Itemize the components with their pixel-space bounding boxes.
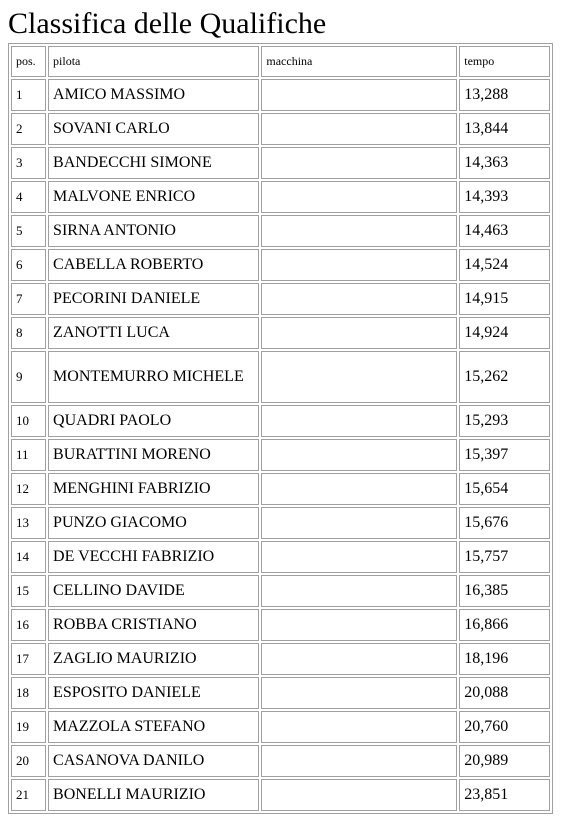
pilota-cell: CABELLA ROBERTO (48, 249, 259, 281)
pos-cell: 6 (11, 249, 46, 281)
tempo-cell: 13,844 (459, 113, 550, 145)
tempo-cell: 23,851 (459, 779, 550, 811)
table-row (11, 79, 550, 111)
table-row (11, 317, 550, 349)
tempo-cell: 14,524 (459, 249, 550, 281)
table-row (11, 541, 550, 573)
macchina-cell (261, 181, 457, 213)
table-row (11, 147, 550, 179)
pilota-cell: ZAGLIO MAURIZIO (48, 643, 259, 675)
pos-cell: 11 (11, 439, 46, 471)
table-row (11, 643, 550, 675)
table-row (11, 473, 550, 505)
macchina-cell (261, 147, 457, 179)
macchina-cell (261, 317, 457, 349)
tempo-cell: 15,676 (459, 507, 550, 539)
pilota-cell: BURATTINI MORENO (48, 439, 259, 471)
table-row (11, 439, 550, 471)
macchina-cell (261, 351, 457, 403)
table-row (11, 575, 550, 607)
pilota-cell: MONTEMURRO MICHELE (48, 351, 259, 403)
pilota-cell: MAZZOLA STEFANO (48, 711, 259, 743)
macchina-cell (261, 215, 457, 247)
pos-cell: 4 (11, 181, 46, 213)
tempo-cell: 14,363 (459, 147, 550, 179)
macchina-cell (261, 575, 457, 607)
table-row (11, 507, 550, 539)
table-row (11, 113, 550, 145)
pos-cell: 14 (11, 541, 46, 573)
tempo-cell: 14,393 (459, 181, 550, 213)
table-body (11, 79, 550, 811)
table-row (11, 283, 550, 315)
tempo-cell: 16,385 (459, 575, 550, 607)
tempo-cell: 20,088 (459, 677, 550, 709)
macchina-cell (261, 79, 457, 111)
tempo-cell: 15,397 (459, 439, 550, 471)
pilota-cell: CASANOVA DANILO (48, 745, 259, 777)
pilota-cell: AMICO MASSIMO (48, 79, 259, 111)
header-tempo: tempo (459, 46, 550, 77)
header-pos: pos. (11, 46, 46, 77)
tempo-cell: 18,196 (459, 643, 550, 675)
macchina-cell (261, 541, 457, 573)
macchina-cell (261, 677, 457, 709)
table-header-row (11, 46, 550, 77)
qualifying-table (8, 43, 553, 814)
header-pilota: pilota (48, 46, 259, 77)
pos-cell: 15 (11, 575, 46, 607)
tempo-cell: 15,262 (459, 351, 550, 403)
pos-cell: 3 (11, 147, 46, 179)
table-row (11, 609, 550, 641)
table-row (11, 745, 550, 777)
pilota-cell: PECORINI DANIELE (48, 283, 259, 315)
tempo-cell: 13,288 (459, 79, 550, 111)
pilota-cell: MALVONE ENRICO (48, 181, 259, 213)
macchina-cell (261, 507, 457, 539)
pilota-cell: CELLINO DAVIDE (48, 575, 259, 607)
header-macchina: macchina (261, 46, 457, 77)
pos-cell: 18 (11, 677, 46, 709)
macchina-cell (261, 113, 457, 145)
table-row (11, 779, 550, 811)
pos-cell: 5 (11, 215, 46, 247)
macchina-cell (261, 711, 457, 743)
pilota-cell: PUNZO GIACOMO (48, 507, 259, 539)
pilota-cell: ESPOSITO DANIELE (48, 677, 259, 709)
macchina-cell (261, 745, 457, 777)
pilota-cell: ZANOTTI LUCA (48, 317, 259, 349)
table-row (11, 249, 550, 281)
macchina-cell (261, 643, 457, 675)
pos-cell: 16 (11, 609, 46, 641)
pos-cell: 12 (11, 473, 46, 505)
pilota-cell: DE VECCHI FABRIZIO (48, 541, 259, 573)
pos-cell: 20 (11, 745, 46, 777)
pilota-cell: BONELLI MAURIZIO (48, 779, 259, 811)
macchina-cell (261, 405, 457, 437)
pos-cell: 13 (11, 507, 46, 539)
table-row (11, 677, 550, 709)
tempo-cell: 15,293 (459, 405, 550, 437)
tempo-cell: 14,924 (459, 317, 550, 349)
pos-cell: 9 (11, 351, 46, 403)
pos-cell: 7 (11, 283, 46, 315)
table-row (11, 405, 550, 437)
tempo-cell: 20,760 (459, 711, 550, 743)
pilota-cell: ROBBA CRISTIANO (48, 609, 259, 641)
pos-cell: 1 (11, 79, 46, 111)
macchina-cell (261, 609, 457, 641)
table-row (11, 351, 550, 403)
tempo-cell: 14,915 (459, 283, 550, 315)
macchina-cell (261, 283, 457, 315)
macchina-cell (261, 473, 457, 505)
tempo-cell: 20,989 (459, 745, 550, 777)
page-title: Classifica delle Qualifiche (8, 7, 327, 40)
tempo-cell: 14,463 (459, 215, 550, 247)
table-row (11, 181, 550, 213)
table-row (11, 711, 550, 743)
pos-cell: 10 (11, 405, 46, 437)
pilota-cell: QUADRI PAOLO (48, 405, 259, 437)
pos-cell: 21 (11, 779, 46, 811)
macchina-cell (261, 249, 457, 281)
table-row (11, 215, 550, 247)
macchina-cell (261, 779, 457, 811)
macchina-cell (261, 439, 457, 471)
pilota-cell: SIRNA ANTONIO (48, 215, 259, 247)
pos-cell: 8 (11, 317, 46, 349)
pos-cell: 17 (11, 643, 46, 675)
tempo-cell: 15,757 (459, 541, 550, 573)
pilota-cell: BANDECCHI SIMONE (48, 147, 259, 179)
pos-cell: 19 (11, 711, 46, 743)
tempo-cell: 15,654 (459, 473, 550, 505)
pos-cell: 2 (11, 113, 46, 145)
tempo-cell: 16,866 (459, 609, 550, 641)
pilota-cell: SOVANI CARLO (48, 113, 259, 145)
pilota-cell: MENGHINI FABRIZIO (48, 473, 259, 505)
